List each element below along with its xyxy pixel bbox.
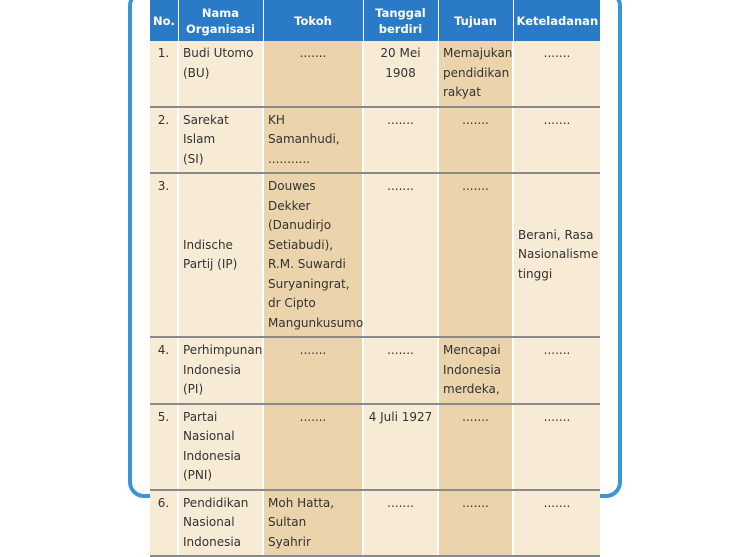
cell-no: 2. <box>150 107 178 174</box>
cell-nama-organisasi: Perhimpunan Indonesia (PI) <box>178 337 263 404</box>
cell-keteladanan: ....... <box>513 41 600 107</box>
header-keteladanan: Keteladanan <box>513 0 600 41</box>
organization-table <box>150 0 600 557</box>
cell-no: 4. <box>150 337 178 404</box>
cell-tanggal-berdiri: 4 Juli 1927 <box>363 404 438 490</box>
cell-tokoh: ....... <box>263 404 363 490</box>
table-row <box>150 41 600 107</box>
cell-tokoh: KH Samanhudi, ........... <box>263 107 363 174</box>
cell-keteladanan: ....... <box>513 404 600 490</box>
cell-keteladanan: ....... <box>513 490 600 557</box>
cell-keteladanan: ....... <box>513 107 600 174</box>
cell-keteladanan: ....... <box>513 337 600 404</box>
header-tokoh: Tokoh <box>263 0 363 41</box>
cell-tujuan: ....... <box>438 490 513 557</box>
cell-nama-organisasi: Indische Partij (IP) <box>178 173 263 337</box>
cell-nama-organisasi: Pendidikan Nasional Indonesia <box>178 490 263 557</box>
cell-tanggal-berdiri: ....... <box>363 490 438 557</box>
cell-nama-organisasi: Budi Utomo (BU) <box>178 41 263 107</box>
table-row <box>150 404 600 490</box>
cell-tujuan: ....... <box>438 173 513 337</box>
cell-tanggal-berdiri: ....... <box>363 337 438 404</box>
cell-tujuan: Mencapai Indonesia merdeka, <box>438 337 513 404</box>
table-row <box>150 337 600 404</box>
table-row <box>150 173 600 337</box>
cell-tokoh: Douwes Dekker (Danudirjo Setiabudi), R.M. Suwardi Suryaningrat, dr Cipto Mangunkusumo <box>263 173 363 337</box>
cell-tokoh: ....... <box>263 337 363 404</box>
cell-tokoh: Moh Hatta, Sultan Syahrir <box>263 490 363 557</box>
cell-nama-organisasi: Partai Nasional Indonesia (PNI) <box>178 404 263 490</box>
cell-tanggal-berdiri: ....... <box>363 173 438 337</box>
table-row <box>150 107 600 174</box>
cell-tanggal-berdiri: 20 Mei 1908 <box>363 41 438 107</box>
cell-nama-organisasi: Sarekat Islam (SI) <box>178 107 263 174</box>
cell-tujuan: Memajukan pendidikan rakyat <box>438 41 513 107</box>
cell-tujuan: ....... <box>438 404 513 490</box>
cell-tujuan: ....... <box>438 107 513 174</box>
cell-no: 6. <box>150 490 178 557</box>
cell-tokoh: ....... <box>263 41 363 107</box>
header-tanggal-berdiri: Tanggal berdiri <box>363 0 438 41</box>
cell-no: 1. <box>150 41 178 107</box>
header-nama-organisasi: Nama Organisasi <box>178 0 263 41</box>
header-row <box>150 0 600 41</box>
header-tujuan: Tujuan <box>438 0 513 41</box>
table-header <box>150 0 600 41</box>
table-row <box>150 490 600 557</box>
header-no: No. <box>150 0 178 41</box>
cell-tanggal-berdiri: ....... <box>363 107 438 174</box>
cell-keteladanan: Berani, Rasa Nasionalisme tinggi <box>513 173 600 337</box>
cell-no: 5. <box>150 404 178 490</box>
cell-no: 3. <box>150 173 178 337</box>
